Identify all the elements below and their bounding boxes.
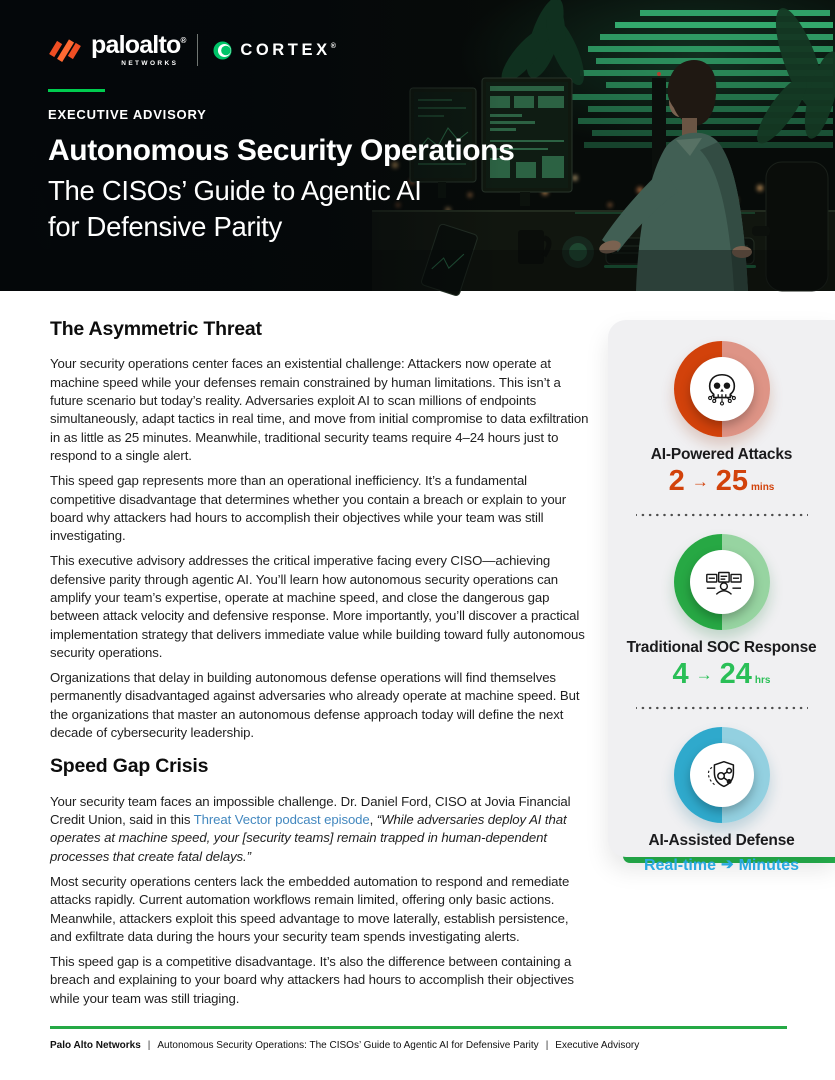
- donut-chart-soc: [674, 534, 770, 630]
- stat-value: 2 → 25 mins: [668, 465, 775, 497]
- stat-item-ai-assisted-defense: [608, 727, 835, 876]
- dotted-separator: [636, 706, 808, 710]
- accent-line: [48, 89, 105, 92]
- arrow-icon: →: [695, 665, 713, 684]
- stat-label: Traditional SOC Response: [626, 639, 817, 656]
- registered-mark: ®: [180, 36, 187, 45]
- article-body: [50, 291, 590, 1015]
- registered-mark: ®: [330, 42, 336, 50]
- paragraph: Organizations that delay in building autonomous defense operations will find themselves permanently disadvantaged against adversaries who already operate at machine speed. But the organizations that master an autonomous defense approach today will define the next decade of cybersecurity leadership.: [50, 670, 580, 741]
- page-subtitle: [48, 173, 514, 246]
- section-heading-speed-gap-crisis: Speed Gap Crisis: [50, 755, 209, 778]
- stat-item-traditional-soc-response: [608, 534, 835, 710]
- footer: [50, 1040, 639, 1051]
- arrow-icon: →: [691, 472, 709, 491]
- shield-network-icon: [703, 756, 741, 794]
- page-title: Autonomous Security Operations: [48, 134, 515, 167]
- quote-text: “While adversaries deploy AI that operates at machine speed, your [security teams] remain trapped in human-dependent processes that create fatal delays.”: [50, 812, 567, 864]
- paloalto-logo-text: paloalto: [91, 31, 181, 59]
- brand-lockup: [48, 33, 514, 67]
- paragraph: This speed gap represents more than an operational inefficiency. It’s a fundamental competitive disadvantage that determines whether you contain a breach or explain to your board why attackers had hours to accomplish their objectives while your team was still investigating.: [50, 473, 567, 544]
- footer-brand: Palo Alto Networks: [50, 1040, 141, 1051]
- page-subtitle-line1: The CISOs’ Guide to Agentic AI: [48, 174, 422, 206]
- footer-divider: [50, 1026, 787, 1029]
- intro-text: ,: [369, 812, 377, 828]
- footer-doc-title: Autonomous Security Operations: The CISOs’ Guide to Agentic AI for Defensive Parity: [157, 1040, 539, 1051]
- paragraph: Your security operations center faces an existential challenge: Attackers now operate at machine speed while your defenses remain constrained by human limitations. This isn’t a future scenario but today’s reality. Adversaries exploit AI to scan millions of endpoints simultaneously, adapt tactics in real time, and move from initial compromise to data exfiltration in as little as 25 minutes. Meanwhile, traditional security teams require 4–24 hours just to respond to a single alert.: [50, 356, 589, 463]
- cortex-logo-text: CORTEX: [240, 40, 331, 59]
- footer-separator: |: [545, 1040, 549, 1051]
- paragraph: This executive advisory addresses the critical imperative facing every CISO—achieving defensive parity through agentic AI. You’ll learn how autonomous security operations can amplify your team’s expertise, operate at machine speed, and close the dangerous gap between attack velocity and defensive response. More importantly, you’ll discover a practical implementation strategy that delivers immediate value while building toward fully autonomous security operations.: [50, 553, 585, 660]
- soc-analyst-icon: [703, 563, 741, 601]
- paragraph: Most security operations centers lack the embedded automation to respond and remediate attacks rapidly. Current automation workflows remain limited, offering only basic actions. Meanwhile, attackers exploit this speed advantage to move laterally, establish persistence, and exfiltrate data during the hours your security team spends investigating alerts.: [50, 874, 570, 944]
- cortex-logo-icon: [213, 41, 232, 60]
- arrow-icon: ➔: [721, 856, 734, 873]
- stat-value: 4 → 24 hrs: [672, 658, 771, 690]
- paragraph-with-quote: [50, 793, 590, 866]
- intro-text: Your security team faces an impossible challenge. Dr. Daniel Ford, CISO at Jovia Financial Credit Union, said in this: [50, 793, 571, 828]
- stat-label: AI-Assisted Defense: [648, 832, 795, 849]
- dotted-separator: [636, 513, 808, 517]
- cortex-logo: [213, 41, 336, 60]
- stat-label: AI-Powered Attacks: [650, 446, 793, 463]
- donut-chart-attacks: [674, 341, 770, 437]
- stat-item-ai-powered-attacks: [608, 341, 835, 517]
- skull-circuit-icon: [703, 370, 741, 408]
- paloalto-logo-mark-icon: [48, 35, 82, 65]
- section-heading-asymmetric-threat: The Asymmetric Threat: [50, 318, 262, 340]
- networks-label: NETWORKS: [121, 60, 179, 67]
- footer-doc-type: Executive Advisory: [555, 1040, 640, 1051]
- paragraph: This speed gap is a competitive disadvantage. It’s also the difference between containing a breach and explaining to your board why attackers had hours to accomplish their objectives while your team was still triaging.: [50, 954, 574, 1006]
- stats-card: [608, 320, 835, 874]
- paloalto-logo: [91, 33, 186, 67]
- hero-banner: [0, 0, 835, 291]
- donut-chart-defense: [674, 727, 770, 823]
- document-type-label: EXECUTIVE ADVISORY: [48, 107, 207, 122]
- podcast-link[interactable]: Threat Vector podcast episode: [193, 812, 370, 828]
- stat-value: Real-time ➔ Minutes: [643, 856, 800, 874]
- logo-divider: [197, 34, 198, 66]
- page-subtitle-line2: for Defensive Parity: [48, 210, 282, 242]
- footer-separator: |: [147, 1040, 151, 1051]
